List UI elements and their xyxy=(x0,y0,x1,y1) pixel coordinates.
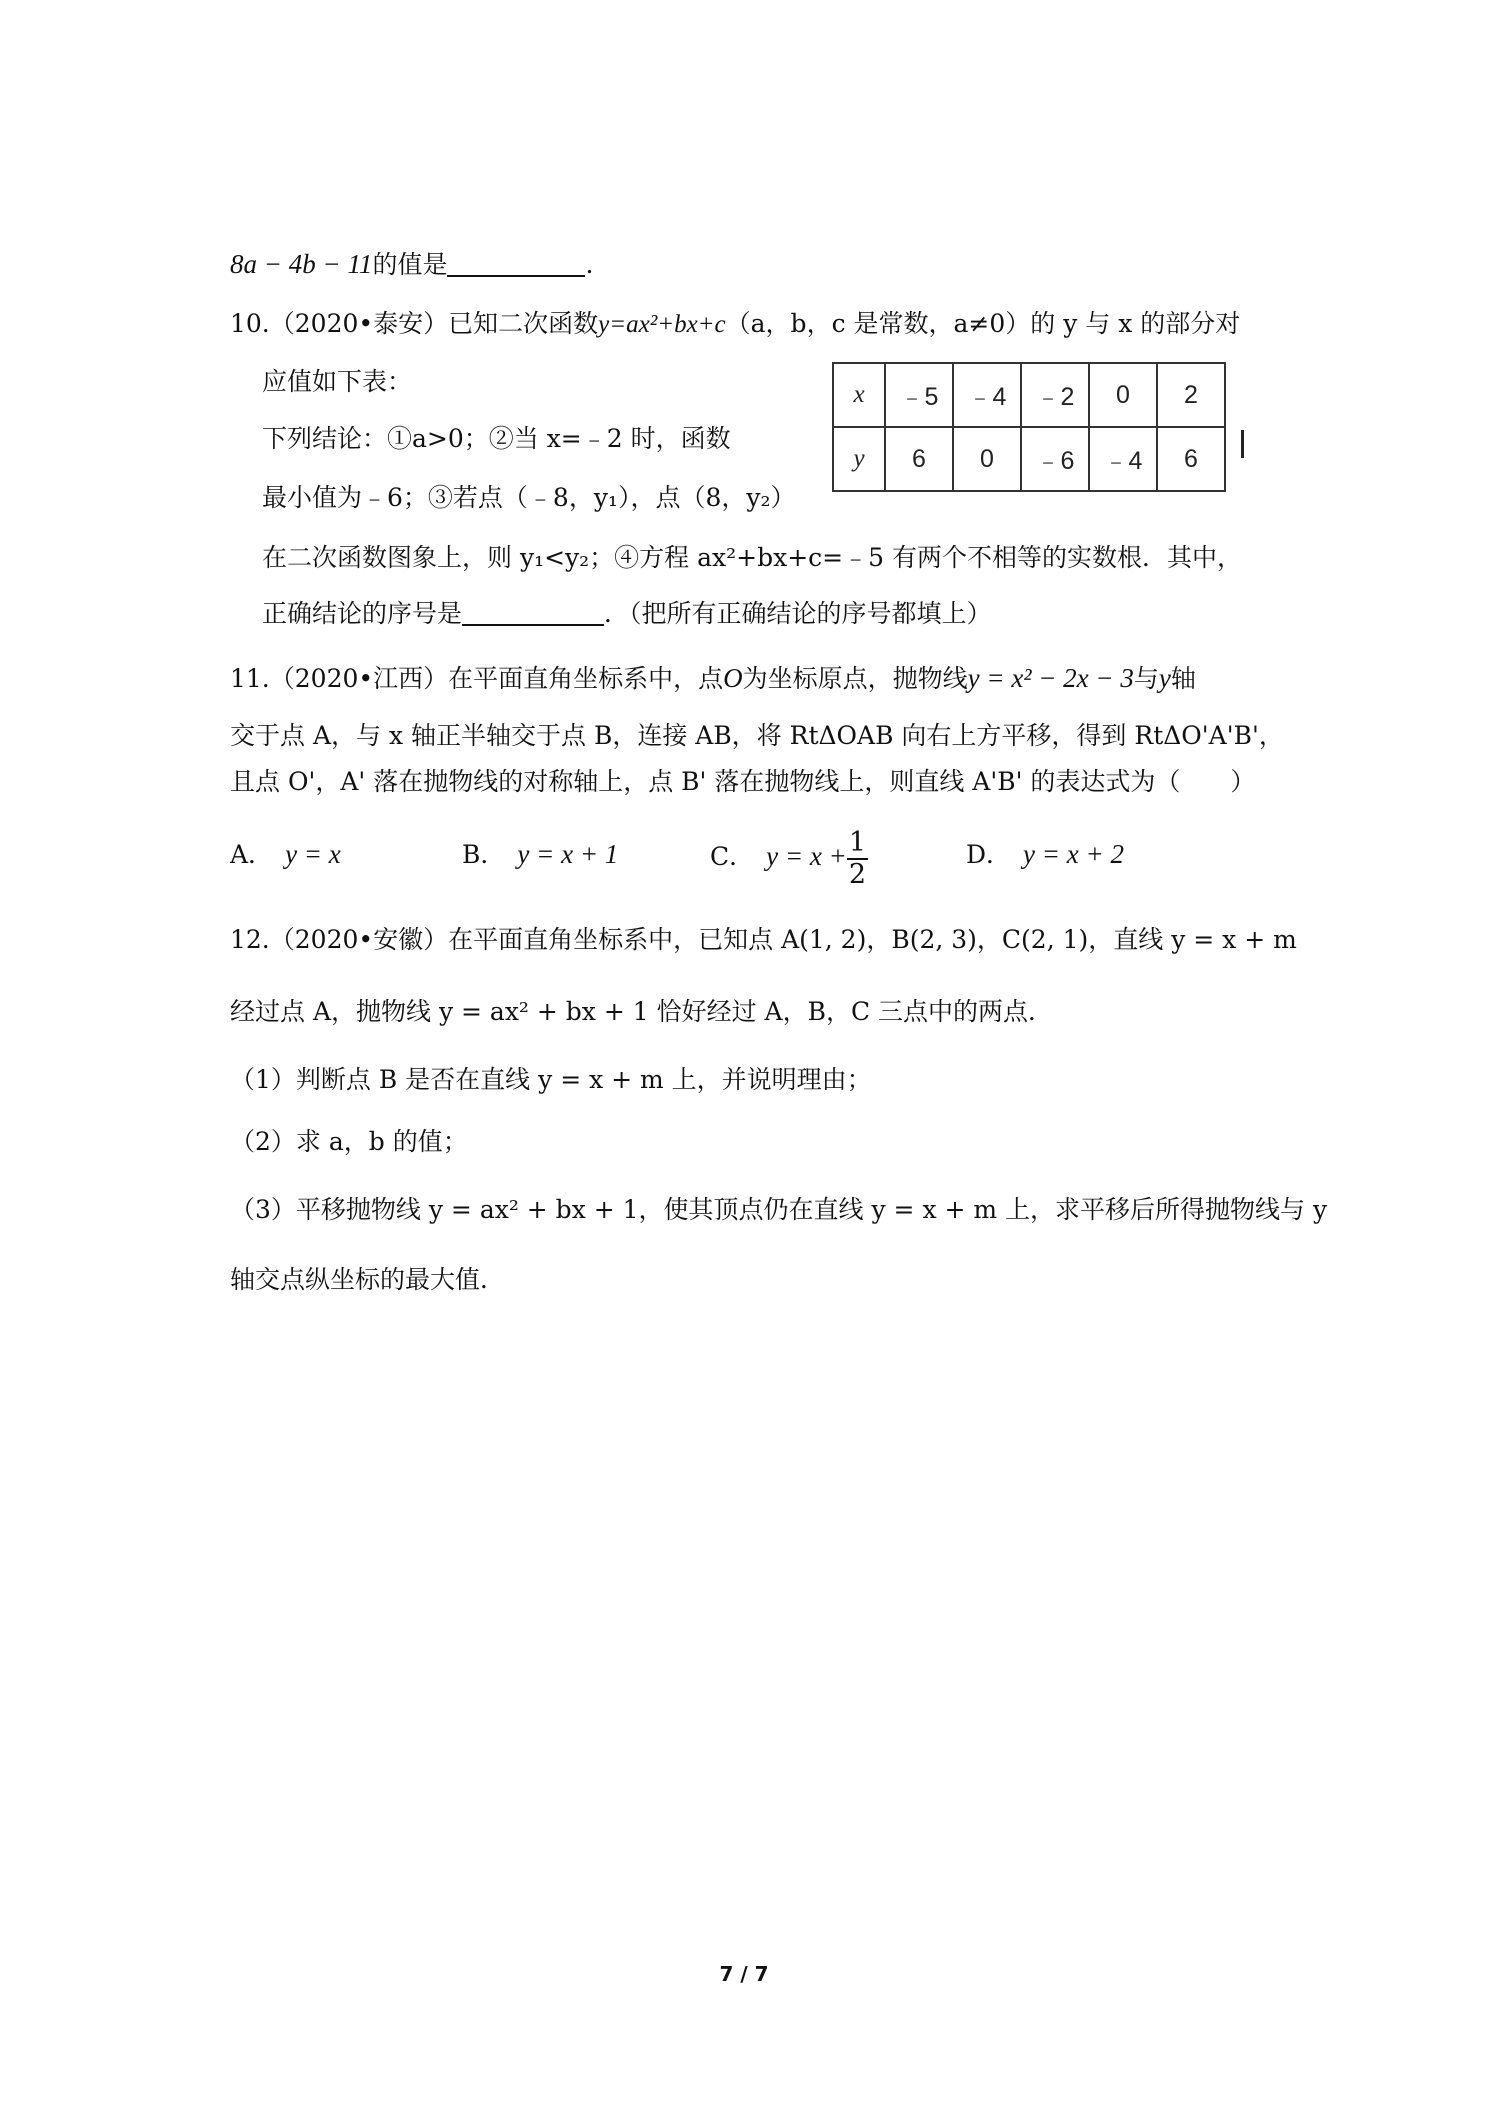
table-cell: 6 xyxy=(1157,427,1225,491)
table-row xyxy=(833,363,1225,427)
q11-option-b[interactable]: B． y = x + 1 xyxy=(462,839,619,869)
q10-line-5: 在二次函数图象上，则 y₁<y₂；④方程 ax²+bx+c=﹣5 有两个不相等的实数根．其中， xyxy=(262,543,1242,572)
q10-line-3: 下列结论：①a>0；②当 x=﹣2 时，函数 xyxy=(262,424,731,453)
table-cell: 2 xyxy=(1157,363,1225,427)
q11-option-c[interactable]: C． y = x + $\frac{1}{2}$ xyxy=(710,826,866,890)
q10-equation: y=ax²+bx+c xyxy=(598,311,726,338)
q12-line-2: 经过点 A，抛物线 y = ax² + bx + 1 恰好经过 A，B，C 三点中的两点． xyxy=(230,997,1054,1026)
q12-part-3-cont: 轴交点纵坐标的最大值． xyxy=(230,1265,506,1294)
table-cell: ﹣5 xyxy=(885,363,953,427)
table-row xyxy=(833,427,1225,491)
table-cell: x xyxy=(833,363,885,427)
q9-answer-blank[interactable] xyxy=(447,247,585,277)
table-cell: 0 xyxy=(953,427,1021,491)
table-cell: ﹣6 xyxy=(1021,427,1089,491)
page-number: 7 / 7 xyxy=(719,1962,769,1986)
fraction: $\frac{1}{2}$ xyxy=(848,826,866,890)
table-edge-mark xyxy=(1241,430,1244,458)
q12-line-1: 12.（2020•安徽）在平面直角坐标系中，已知点 A(1, 2)，B(2, 3)，C(2, 1)，直线 y = x + m xyxy=(230,925,1297,954)
q11-option-d[interactable]: D． y = x + 2 xyxy=(966,839,1124,869)
q11-line-2: 交于点 A，与 x 轴正半轴交于点 B，连接 AB，将 RtΔOAB 向右上方平移，得到 RtΔO'A'B'， xyxy=(230,721,1284,750)
q12-part-3: （3）平移抛物线 y = ax² + bx + 1，使其顶点仍在直线 y = x + m 上，求平移后所得抛物线与 y xyxy=(230,1195,1328,1224)
table-cell: ﹣4 xyxy=(1089,427,1157,491)
table-cell: ﹣4 xyxy=(953,363,1021,427)
q10-answer-blank[interactable] xyxy=(462,596,604,626)
table-cell: 6 xyxy=(885,427,953,491)
q12-part-2: （2）求 a，b 的值； xyxy=(230,1127,468,1156)
q10-source: （2020•泰安） xyxy=(269,309,449,338)
q11-parabola-equation: y = x² − 2x − 3 xyxy=(967,663,1134,693)
table-cell: 0 xyxy=(1089,363,1157,427)
q9-tail-line: 8a − 4b − 11的值是 . xyxy=(230,249,594,279)
q10-number: 10. xyxy=(230,309,270,338)
q10-line-4: 最小值为﹣6；③若点（﹣8，y₁），点（8，y₂） xyxy=(262,483,796,512)
q12-part-1: （1）判断点 B 是否在直线 y = x + m 上，并说明理由； xyxy=(230,1065,872,1094)
q10-value-table xyxy=(832,362,1226,492)
q9-text: 的值是 xyxy=(372,250,448,279)
q11-line-1: 11.（2020•江西）在平面直角坐标系中，点O为坐标原点，抛物线y = x² − 2x − 3与y轴 xyxy=(230,663,1196,693)
q10-line-6: 正确结论的序号是 ．（把所有正确结论的序号都填上） xyxy=(262,596,992,632)
q11-option-a[interactable]: A． y = x xyxy=(230,839,341,869)
table-cell: ﹣2 xyxy=(1021,363,1089,427)
q11-line-3: 且点 O'，A' 落在抛物线的对称轴上，点 B' 落在抛物线上，则直线 A'B' 的表达式为（ ） xyxy=(230,767,1256,796)
table-cell: y xyxy=(833,427,885,491)
q9-expression: 8a − 4b − 11 xyxy=(230,249,373,279)
q10-line-1: 10.（2020•泰安）已知二次函数y=ax²+bx+c（a，b，c 是常数，a≠0）的 y 与 x 的部分对 xyxy=(230,309,1241,338)
q10-line-2: 应值如下表： xyxy=(262,367,413,396)
